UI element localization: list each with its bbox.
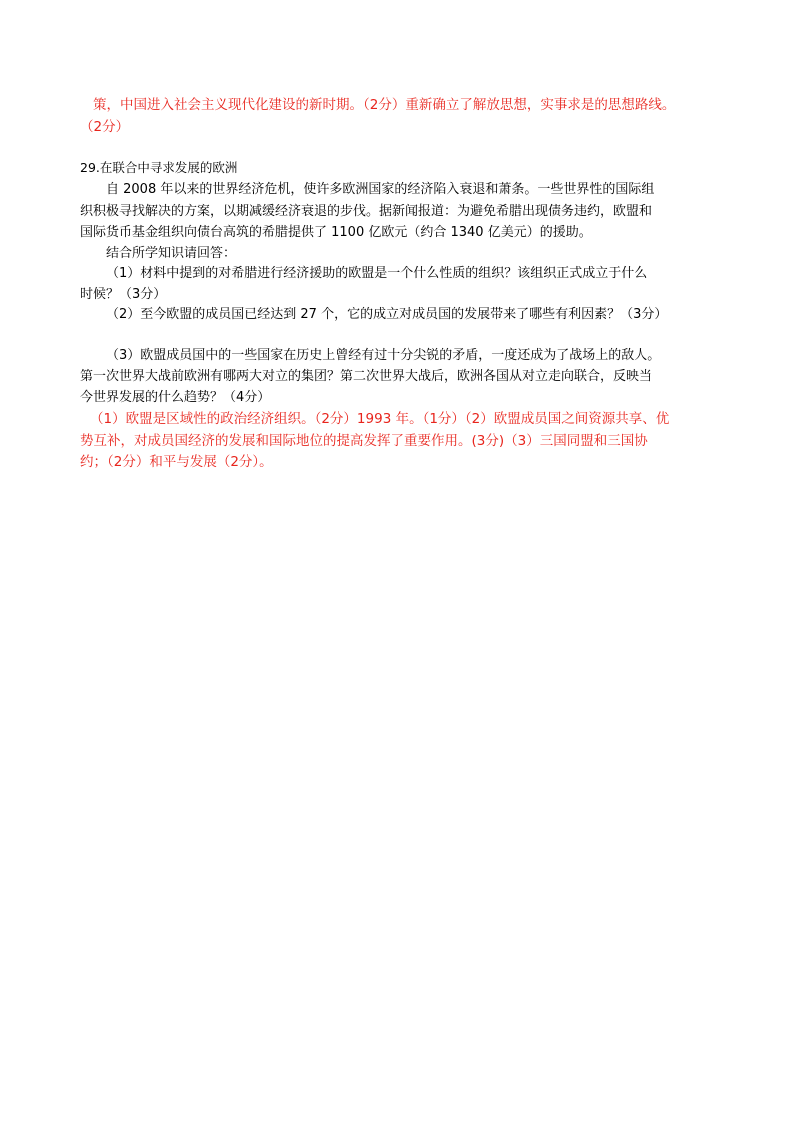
question-intro-line-2: 织积极寻找解决的方案，以期减缓经济衰退的步伐。据新闻报道：为避免希腊出现债务违约，欧盟和 <box>80 204 653 219</box>
question-prompt: 结合所学知识请回答： <box>106 246 237 261</box>
sub-question-2: （2）至今欧盟的成员国已经达到 27 个，它的成立对成员国的发展带来了哪些有利因素？（3分） <box>106 307 668 322</box>
sub-question-3-line-1: （3）欧盟成员国中的一些国家在历史上曾经有过十分尖锐的矛盾，一度还成为了战场上的敌人。 <box>106 348 661 363</box>
question-intro-line-3: 国际货币基金组织向债台高筑的希腊提供了 1100 亿欧元（约合 1340 亿美元）的援助。 <box>80 225 592 240</box>
previous-answer-line-2: （2分） <box>80 119 130 135</box>
sub-question-3-line-3: 今世界发展的什么趋势？（4分） <box>80 390 271 405</box>
previous-answer-line-1: 策，中国进入社会主义现代化建设的新时期。（2分）重新确立了解放思想，实事求是的思想路线。 <box>93 97 676 113</box>
question-title: 29.在联合中寻求发展的欧洲 <box>80 160 238 175</box>
sub-question-1-line-1: （1）材料中提到的对希腊进行经济援助的欧盟是一个什么性质的组织？该组织正式成立于什么 <box>106 266 648 281</box>
answer-line-1: （1）欧盟是区域性的政治经济组织。（2分）1993 年。（1分）（2）欧盟成员国之间资源共享、优 <box>90 411 670 427</box>
answer-line-2: 势互补，对成员国经济的发展和国际地位的提高发挥了重要作用。(3分)（3）三国同盟和三国协 <box>80 433 648 449</box>
answer-line-3: 约；（2分）和平与发展（2分）。 <box>80 454 273 470</box>
sub-question-1-line-2: 时候？（3分） <box>80 287 167 302</box>
sub-question-3-line-2: 第一次世界大战前欧洲有哪两大对立的集团？第二次世界大战后，欧洲各国从对立走向联合，反映当 <box>80 369 653 384</box>
question-intro-line-1: 自 2008 年以来的世界经济危机，使许多欧洲国家的经济陷入衰退和萧条。一些世界性的国际组 <box>106 182 655 197</box>
